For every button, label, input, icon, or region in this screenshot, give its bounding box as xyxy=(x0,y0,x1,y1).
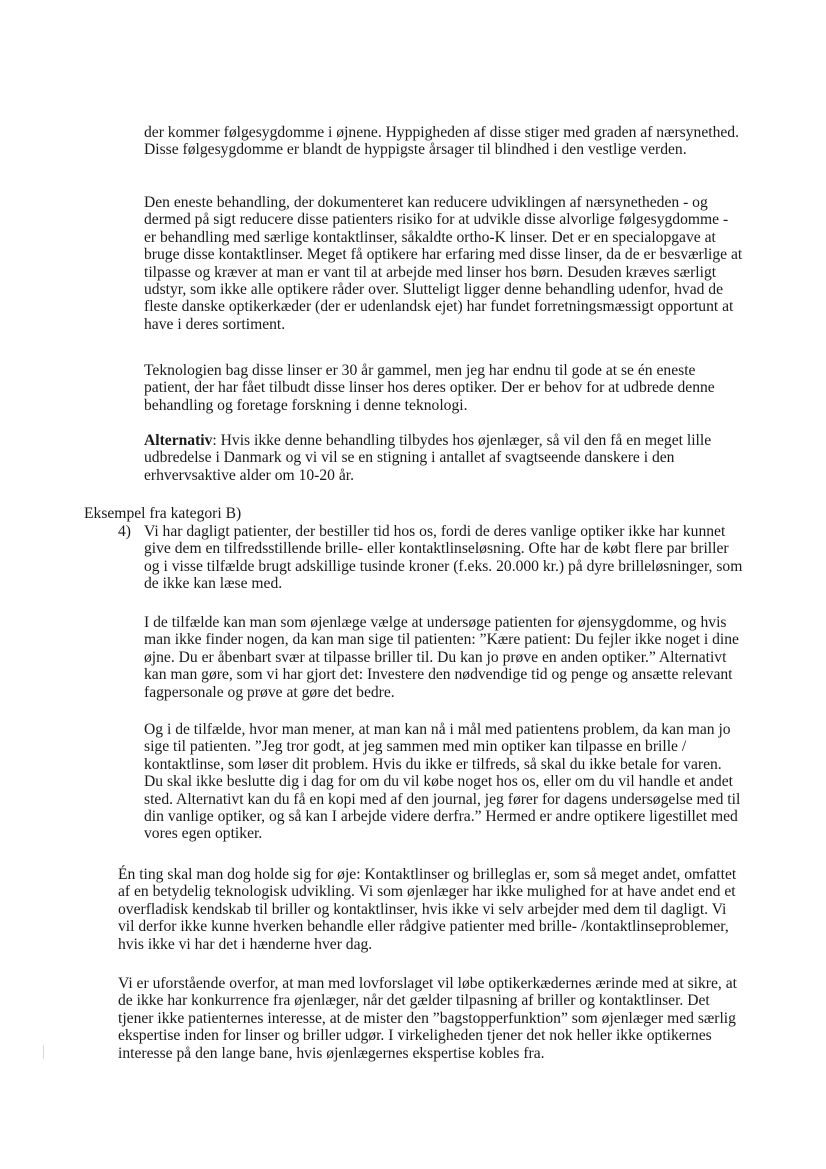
item4-paragraph-solution: Og i de tilfælde, hvor man mener, at man kan nå i mål med patientens problem, da kan man jo sige til patienten. ”Jeg tror godt, at jeg sammen med min optiker kan tilpasse en brille / kontaktlinse, som løser dit problem. Hvis du ikke er tilfreds, så skal du ikke betale for varen. Du skal ikke beslutte dig i dag for om du vil købe noget hos os, eller om du vil handle et andet sted. Alternativt kan du få en kopi med af den journal, jeg fører for dagens undersøgelse med til din vanlige optiker, og så kan I arbejde videre derfra.” Hermed er andre optikere ligestillet med vores egen optiker. xyxy=(144,721,741,843)
item4-paragraph-patients: Vi har dagligt patienter, der bestiller tid hos os, fordi de deres vanlige optiker ikke har kunnet give dem en tilfredsstillende brille- eller kontaktlinseløsning. Ofte har de købt flere par briller og i visse tilfælde brugt adskillige tusinde kroner (f.eks. 20.000 kr.) på dyre brilleløsninger, som de ikke kan læse med. xyxy=(144,523,743,593)
paragraph-conclusion: Vi er uforstående overfor, at man med lovforslaget vil løbe optikerkædernes ærinde med at sikre, at de ikke har konkurrence fra øjenlæger, når det gælder tilpasning af briller og kontaktlinser. Det tjener ikke patienternes interesse, at de mister den ”bagstopperfunktion” som øjenlæger med særlig ekspertise inden for linser og briller udgør. I virkeligheden tjener det nok heller ikke optikernes interesse på den lange bane, hvis øjenlægernes ekspertise kobles fra. xyxy=(118,975,737,1062)
paragraph-technological-development: Én ting skal man dog holde sig for øje: Kontaktlinser og brilleglas er, som så meget andet, omfattet af en betydelig teknologisk udvikling. Vi som øjenlæger har ikke mulighed for at have andet end et overfladisk kendskab til briller og kontaktlinser, hvis ikke vi selv arbejder med dem til dagligt. Vi vil derfor ikke kunne hverken behandle eller rådgive patienter med brille- /kontaktlinseproblemer, hvis ikke vi har det i hænderne hver dag. xyxy=(118,866,737,953)
alternative-label: Alternativ xyxy=(144,432,213,449)
list-item-number: 4) xyxy=(118,523,131,540)
item4-paragraph-eye-exam: I de tilfælde kan man som øjenlæge vælge at undersøge patienten for øjensygdomme, og hvis man ikke finder nogen, da kan man sige til patienten: ”Kære patient: Du fejler ikke noget i dine øjne. Du er åbenbart svær at tilpasse briller til. Du kan jo prøve en anden optiker.” Alternativt kan man gøre, som vi har gjort det: Investere den nødvendige tid og penge og ansætte relevant fagpersonale og prøve at gøre det bedre. xyxy=(144,614,739,701)
example-heading: Eksempel fra kategori B) xyxy=(84,505,242,522)
paragraph-ortho-k-treatment: Den eneste behandling, der dokumenteret kan reducere udviklingen af nærsynetheden - og dermed på sigt reducere disse patienters risiko for at udvikle disse alvorlige følgesygdomme - er behandling med særlige kontaktlinser, såkaldte ortho-K linser. Det er en specialopgave at bruge disse kontaktlinser. Meget få optikere har erfaring med disse linser, da de er besværlige at tilpasse og kræver at man er vant til at arbejde med linser hos børn. Desuden kræves særligt udstyr, som ikke alle optikere råder over. Slutteligt ligger denne behandling udenfor, hvad de fleste danske optikerkæder (der er udenlandsk ejet) har fundet forretningsmæssigt opportunt at have i deres sortiment. xyxy=(144,194,743,333)
paragraph-complications: der kommer følgesygdomme i øjnene. Hyppigheden af disse stiger med graden af nærsynethed. Disse følgesygdomme er blandt de hyppigste årsager til blindhed i den vestlige verden. xyxy=(144,124,739,159)
alternative-text: : Hvis ikke denne behandling tilbydes hos øjenlæger, så vil den få en meget lille udbredelse i Danmark og vi vil se en stigning i antallet af svagtseende danskere i den erhvervsaktive alder om 10-20 år. xyxy=(144,432,712,484)
paragraph-technology: Teknologien bag disse linser er 30 år gammel, men jeg har endnu til gode at se én eneste patient, der har fået tilbudt disse linser hos deres optiker. Der er behov for at udbrede denne behandling og foretage forskning i denne teknologi. xyxy=(144,362,715,414)
paragraph-alternative xyxy=(144,432,744,484)
scan-mark xyxy=(43,1045,44,1059)
